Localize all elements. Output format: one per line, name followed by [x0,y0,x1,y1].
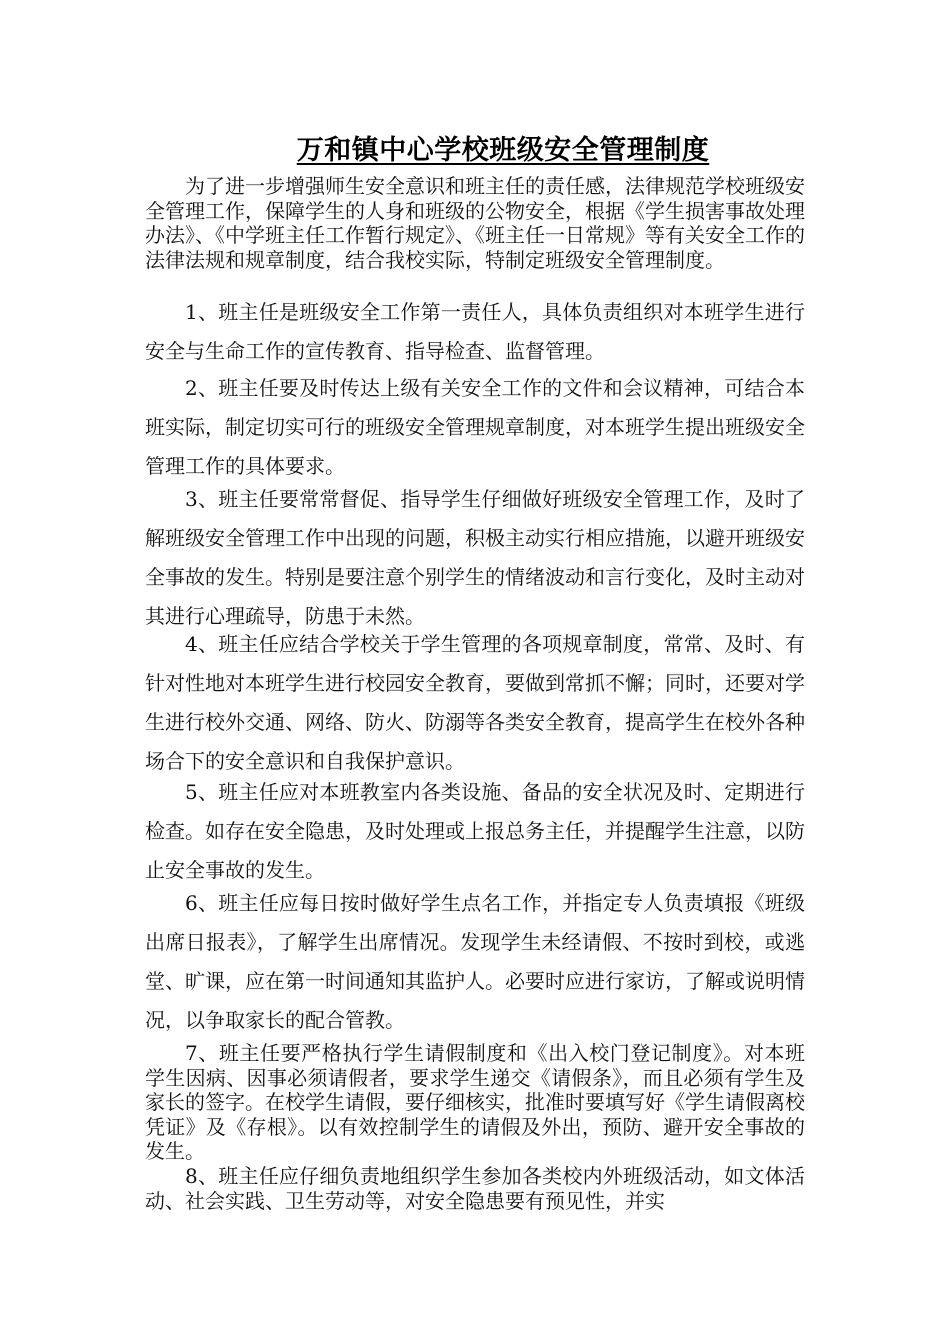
rule-5-paragraph: 5、班主任应对本班教室内各类设施、备品的安全状况及时、定期进行检查。如存在安全隐患，及时处理或上报总务主任，并提醒学生注意，以防止安全事故的发生。 [145,780,805,882]
rule-3-paragraph: 3、班主任要常常督促、指导学生仔细做好班级安全管理工作，及时了解班级安全管理工作中出现的问题，积极主动实行相应措施，以避开班级安全事故的发生。特别是要注意个别学生的情绪波动和言行变化，及时主动对其进行心理疏导，防患于未然。 [145,487,805,628]
rule-8-paragraph: 8、班主任应仔细负责地组织学生参加各类校内外班级活动，如文体活动、社会实践、卫生劳动等，对安全隐患要有预见性，并实 [145,1164,805,1213]
rule-7-paragraph: 7、班主任要严格执行学生请假制度和《出入校门登记制度》。对本班学生因病、因事必须请假者，要求学生递交《请假条》，而且必须有学生及家长的签字。在校学生请假，要仔细核实，批准时要填写好《学生请假离校凭证》及《存根》。以有效控制学生的请假及外出，预防、避开安全事故的发生。 [145,1041,805,1163]
rule-4-paragraph: 4、班主任应结合学校关于学生管理的各项规章制度，常常、及时、有针对性地对本班学生进行校园安全教育，要做到常抓不懈；同时，还要对学生进行校外交通、网络、防火、防溺等各类安全教育，提高学生在校外各种场合下的安全意识和自我保护意识。 [145,632,805,773]
rule-1-paragraph: 1、班主任是班级安全工作第一责任人，具体负责组织对本班学生进行安全与生命工作的宣传教育、指导检查、监督管理。 [145,300,805,363]
document-title: 万和镇中心学校班级安全管理制度 [296,135,710,166]
rule-6-paragraph: 6、班主任应每日按时做好学生点名工作，并指定专人负责填报《班级出席日报表》，了解学生出席情况。发现学生未经请假、不按时到校，或逃堂、旷课，应在第一时间通知其监护人。必要时应进行家访，了解或说明情况，以争取家长的配合管教。 [145,891,805,1032]
intro-paragraph: 为了进一步增强师生安全意识和班主任的责任感，法律规范学校班级安全管理工作，保障学生的人身和班级的公物安全，根据《学生损害事故处理办法》、《中学班主任工作暂行规定》、《班主任一日常规》等有关安全工作的法律法规和规章制度，结合我校实际，特制定班级安全管理制度。 [145,174,805,272]
rule-2-paragraph: 2、班主任要及时传达上级有关安全工作的文件和会议精神，可结合本班实际，制定切实可行的班级安全管理规章制度，对本班学生提出班级安全管理工作的具体要求。 [145,376,805,478]
